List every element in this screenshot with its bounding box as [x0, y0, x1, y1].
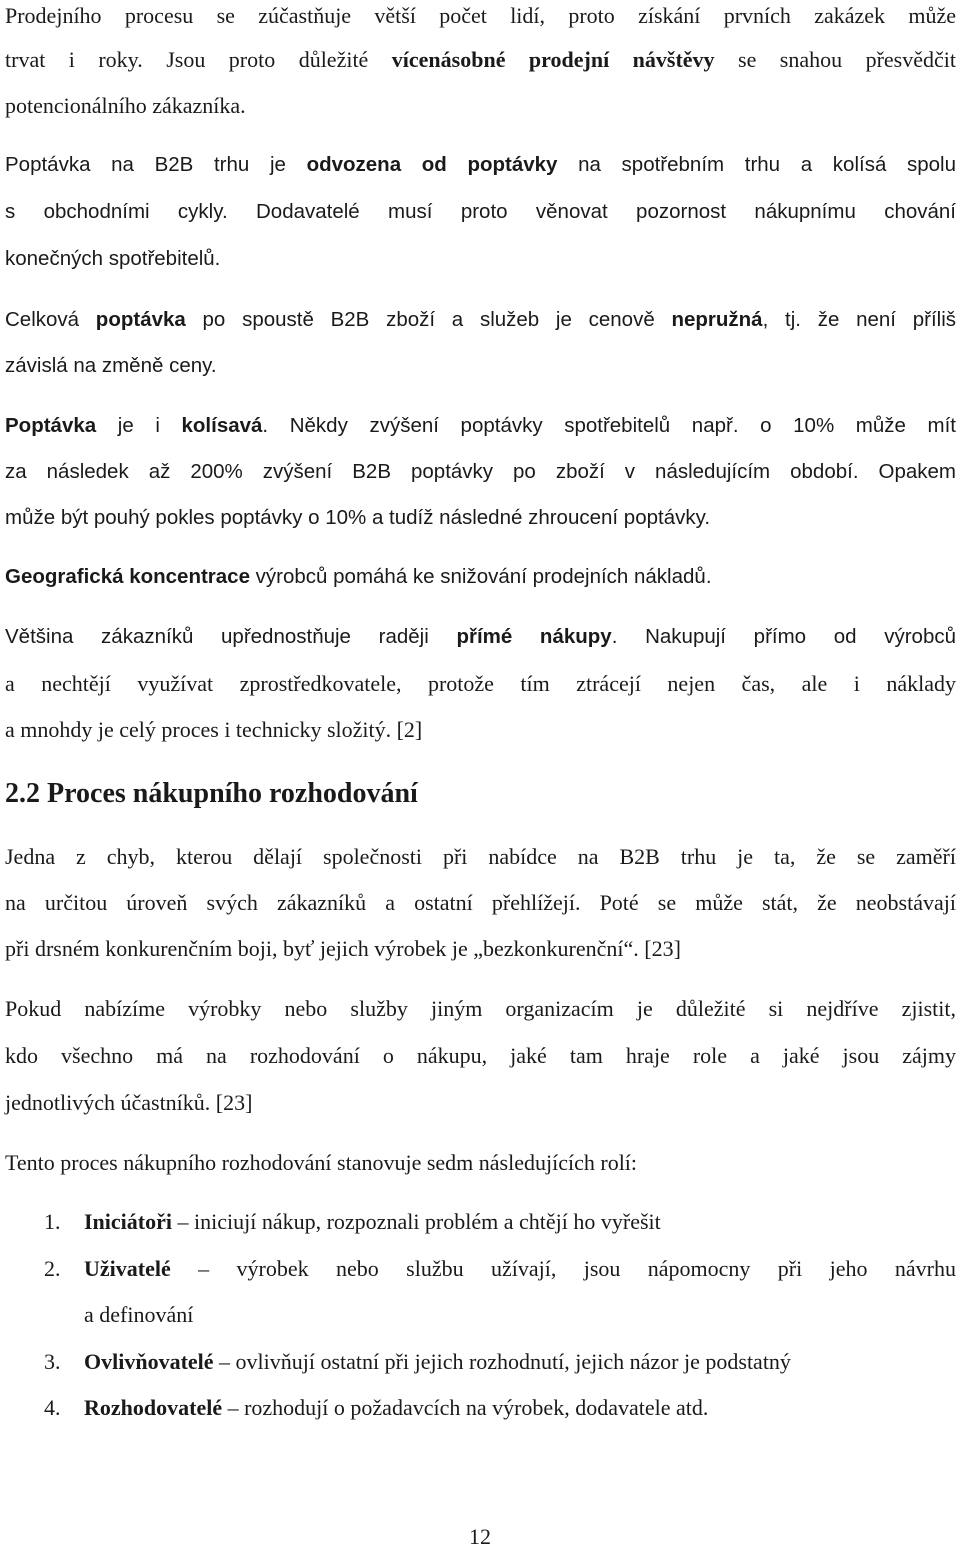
paragraph-line	[5, 197, 956, 227]
paragraph-line	[5, 1088, 252, 1118]
paragraph-line	[5, 842, 956, 872]
bold-term: poptávka	[95, 308, 186, 331]
text-span: Prodejního procesu se zúčastňuje větší počet lidí, proto získání prvních zakázek může	[5, 3, 956, 28]
list-item-number: 2.	[44, 1256, 61, 1281]
list-item-term: Ovlivňovatelé	[84, 1349, 214, 1374]
list-item	[84, 1347, 791, 1377]
text-span: potencionálního zákazníka.	[5, 93, 246, 118]
paragraph-line	[5, 994, 956, 1024]
text-span: , tj. že není příliš	[762, 308, 956, 331]
paragraph-line	[5, 1148, 637, 1178]
paragraph-line	[5, 351, 217, 381]
list-item-term: Rozhodovatelé	[84, 1395, 223, 1420]
text-span: jednotlivých účastníků. [23]	[5, 1090, 253, 1115]
text-span: Poptávka na B2B trhu je	[5, 153, 307, 176]
list-item-text: – výrobek nebo službu užívají, jsou nápomocny při jeho návrhu	[170, 1256, 956, 1281]
bold-term: kolísavá	[181, 414, 263, 437]
paragraph-line	[5, 411, 956, 441]
bold-term: Geografická koncentrace	[5, 565, 250, 588]
text-span: Tento proces nákupního rozhodování stanovuje sedm následujících rolí:	[5, 1150, 638, 1175]
text-span: Celková	[5, 308, 96, 331]
bold-term: Poptávka	[5, 414, 97, 437]
section-heading: 2.2 Proces nákupního rozhodování	[5, 778, 418, 809]
text-span: za následek až 200% zvýšení B2B poptávky po zboží v následujícím období. Opakem	[5, 460, 956, 483]
paragraph-line	[5, 669, 956, 699]
text-span: je i	[96, 414, 182, 437]
paragraph-line	[5, 45, 956, 75]
paragraph-line	[5, 715, 422, 745]
list-item	[84, 1207, 661, 1237]
text-span: se snahou přesvědčit	[714, 47, 956, 72]
list-item-term: Uživatelé	[84, 1256, 171, 1281]
text-span: . Nakupují přímo od výrobců	[611, 625, 956, 648]
list-item-number: 1.	[44, 1209, 61, 1234]
list-item-text: – iniciují nákup, rozpoznali problém a chtějí ho vyřešit	[172, 1209, 661, 1234]
text-span: po spoustě B2B zboží a služeb je cenově	[185, 308, 672, 331]
text-span: kdo všechno má na rozhodování o nákupu, jaké tam hraje role a jaké jsou zájmy	[5, 1043, 956, 1068]
list-item-term: Iniciátoři	[84, 1209, 172, 1234]
text-span: při drsném konkurenčním boji, byť jejich výrobek je „bezkonkurenční“. [23]	[5, 936, 681, 961]
paragraph-line	[5, 91, 246, 121]
paragraph-line	[5, 888, 956, 918]
text-span: závislá na změně ceny.	[5, 354, 217, 377]
paragraph-line	[5, 934, 681, 964]
text-span: s obchodními cykly. Dodavatelé musí proto věnovat pozornost nákupnímu chování	[5, 200, 956, 223]
list-item	[84, 1393, 708, 1423]
text-span: Pokud nabízíme výrobky nebo služby jiným organizacím je důležité si nejdříve zjistit,	[5, 996, 956, 1021]
text-span: konečných spotřebitelů.	[5, 247, 221, 270]
text-span: na určitou úroveň svých zákazníků a ostatní přehlížejí. Poté se může stát, že neobstávají	[5, 890, 956, 915]
bold-term: odvozena od poptávky	[306, 153, 558, 176]
text-span: Jedna z chyb, kterou dělají společnosti při nabídce na B2B trhu je ta, že se zaměří	[5, 844, 956, 869]
bold-term: přímé nákupy	[456, 625, 612, 648]
list-item	[84, 1254, 956, 1284]
paragraph-line	[5, 244, 220, 274]
paragraph-line	[5, 1041, 956, 1071]
text-span: a mnohdy je celý proces i technicky složitý. [2]	[5, 717, 423, 742]
paragraph-line	[5, 622, 956, 652]
bold-term: nepružná	[671, 308, 763, 331]
text-span: na spotřebním trhu a kolísá spolu	[557, 153, 956, 176]
paragraph-line	[5, 1, 956, 31]
paragraph-line	[5, 503, 710, 533]
list-item-number: 4.	[44, 1395, 61, 1420]
text-span: . Někdy zvýšení poptávky spotřebitelů např. o 10% může mít	[262, 414, 956, 437]
paragraph-line	[5, 150, 956, 180]
paragraph-line	[5, 305, 956, 335]
text-span: trvat i roky. Jsou proto důležité	[5, 47, 392, 72]
text-span: a nechtějí využívat zprostředkovatele, protože tím ztrácejí nejen čas, ale i náklady	[5, 671, 956, 696]
list-item-text: – ovlivňují ostatní při jejich rozhodnutí, jejich názor je podstatný	[213, 1349, 791, 1374]
list-item-number: 3.	[44, 1349, 61, 1374]
text-span: může být pouhý pokles poptávky o 10% a tudíž následné zhroucení poptávky.	[5, 506, 711, 529]
paragraph-line	[5, 562, 712, 592]
text-span: Většina zákazníků upřednostňuje raději	[5, 625, 457, 648]
list-item-text: – rozhodují o požadavcích na výrobek, dodavatele atd.	[222, 1395, 709, 1420]
page-number: 12	[469, 1524, 491, 1549]
paragraph-line	[5, 457, 956, 487]
text-span: výrobců pomáhá ke snižování prodejních nákladů.	[249, 565, 712, 588]
bold-term: vícenásobné prodejní návštěvy	[391, 47, 715, 72]
list-item-continuation: a definování	[84, 1302, 194, 1327]
